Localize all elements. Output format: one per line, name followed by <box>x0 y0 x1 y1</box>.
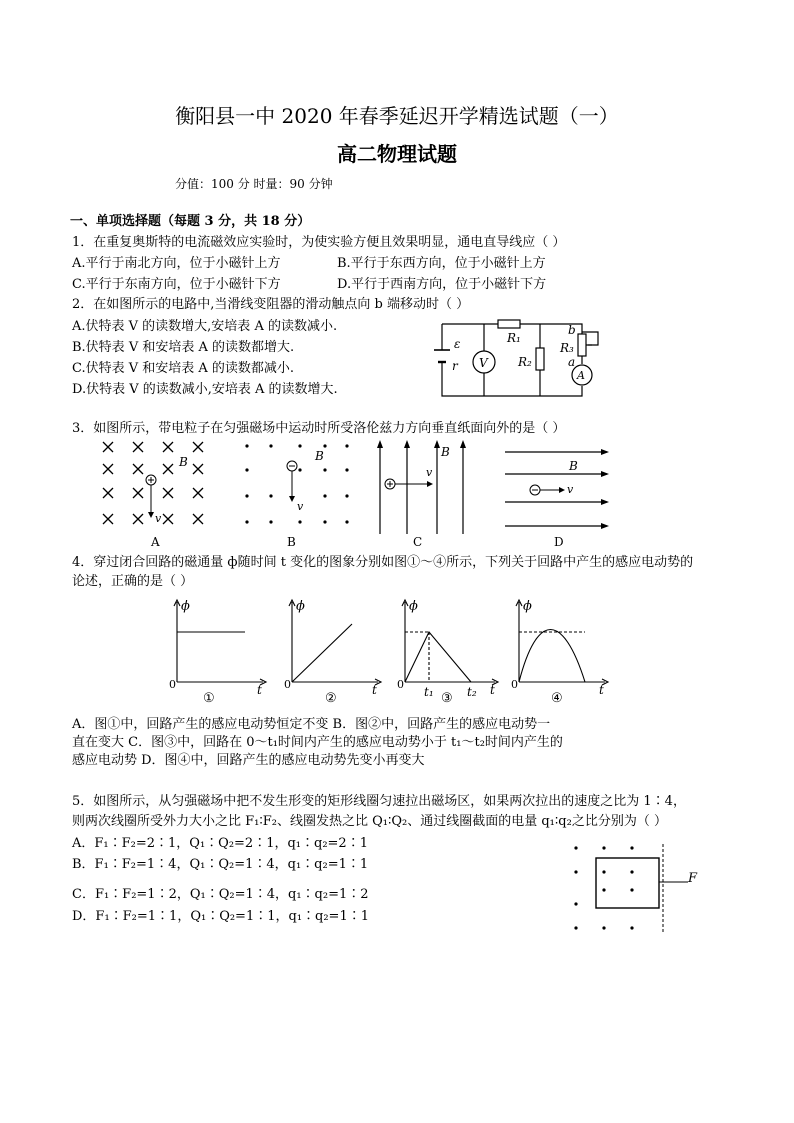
g2-phi-label: ϕ <box>296 599 305 614</box>
q5-coil-diagram <box>566 838 716 938</box>
q4-options-line-3: 感应电动势 D．图④中，回路产生的感应电动势先变小再变大 <box>72 753 425 768</box>
g4-phi-label: ϕ <box>523 599 532 614</box>
q3-stem: 3．如图所示，带电粒子在匀强磁场中运动时所受洛伦兹力方向垂直纸面向外的是（ ） <box>72 421 566 436</box>
ammeter-label: A <box>577 369 585 382</box>
g1-origin: 0 <box>169 678 176 691</box>
q2-option-d: D.伏特表 V 的读数减小,安培表 A 的读数增大. <box>72 382 338 397</box>
internal-r-label: r <box>452 359 458 373</box>
fig-c-b-label: B <box>441 445 450 459</box>
q3-figures <box>95 438 625 550</box>
g3-origin: 0 <box>397 678 404 691</box>
q4-stem-1: 4．穿过闭合回路的磁通量 ф随时间 t 变化的图象分别如图①～④所示，下列关于回路中产生的感应电动势的 <box>72 555 694 570</box>
q1-option-c: C.平行于东南方向，位于小磁针下方 <box>72 277 281 292</box>
fig-a-b-label: B <box>179 455 188 469</box>
q2-option-c: C.伏特表 V 和安培表 A 的读数都减小. <box>72 361 295 376</box>
fig-a-v-label: v <box>155 512 162 525</box>
fig-b-label: B <box>287 535 296 549</box>
q5-coil <box>596 858 659 908</box>
q4-options-line-2: 直在变大 C．图③中，回路在 0～t₁时间内产生的感应电动势小于 t₁～t₂时间内产生的 <box>72 735 563 750</box>
fig-c-v-label: v <box>426 466 433 479</box>
fig-d-label: D <box>554 535 564 549</box>
q1-option-a: A.平行于南北方向，位于小磁针上方 <box>72 256 281 271</box>
g3-t-label: t <box>490 683 495 697</box>
q1-stem: 1．在重复奥斯特的电流磁效应实验时，为使实验方便且效果明显，通电直导线应（ ） <box>72 235 566 250</box>
r2-label: R₂ <box>518 355 532 369</box>
q2-option-b: B.伏特表 V 和安培表 A 的读数都增大. <box>72 340 295 355</box>
q5-option-a: A．F₁∶F₂=2∶1，Q₁∶Q₂=2∶1，q₁∶q₂=2∶1 <box>72 836 368 851</box>
q1-option-b: B.平行于东西方向，位于小磁针上方 <box>337 256 546 271</box>
exam-subtitle: 高二物理试题 <box>337 142 457 166</box>
fig-c-label: C <box>413 535 423 549</box>
a-end-label: a <box>568 355 576 369</box>
q1-option-d: D.平行于西南方向，位于小磁针下方 <box>337 277 547 292</box>
q5-stem-2: 则两次线圈所受外力大小之比 F₁∶F₂、线圈发热之比 Q₁∶Q₂、通过线圈截面的电量 q₁∶q₂之比分别为（ ） <box>72 814 667 829</box>
r3-label: R₃ <box>560 341 574 355</box>
g2-origin: 0 <box>284 678 291 691</box>
b-end-label: b <box>568 323 576 337</box>
exam-title: 衡阳县一中 2020 年春季延迟开学精选试题（一） <box>175 104 619 128</box>
q5-option-d: D．F₁∶F₂=1∶1，Q₁∶Q₂=1∶1，q₁∶q₂=1∶1 <box>72 909 369 924</box>
g3-phi-label: ϕ <box>409 599 418 614</box>
g1-phi-label: ϕ <box>181 599 190 614</box>
q5-stem-1: 5．如图所示，从匀强磁场中把不发生形变的矩形线圈匀速拉出磁场区，如果两次拉出的速度之比为 1∶4， <box>72 794 686 809</box>
g3-label: ③ <box>441 691 453 706</box>
r1-label: R₁ <box>507 331 521 345</box>
q4-graphs <box>165 596 615 708</box>
g4-origin: 0 <box>511 678 518 691</box>
q2-circuit-diagram <box>428 312 618 404</box>
score-info: 分值：100 分 时量：90 分钟 <box>175 177 333 191</box>
emf-label: ε <box>454 337 461 351</box>
q5-field-dots <box>574 846 633 929</box>
fig-d-v-label: v <box>567 483 574 496</box>
q2-option-a: A.伏特表 V 的读数增大,安培表 A 的读数减小. <box>72 319 338 334</box>
g1-label: ① <box>203 691 215 706</box>
g2-t-label: t <box>372 683 377 697</box>
g3-t1-label: t₁ <box>424 685 434 699</box>
fig-a-label: A <box>151 535 160 549</box>
q4-options-line-1: A．图①中，回路产生的感应电动势恒定不变 B．图②中，回路产生的感应电动势一 <box>72 717 551 732</box>
q5-force-label: F <box>688 871 698 886</box>
g3-t2-label: t₂ <box>467 685 477 699</box>
section-heading: 一、单项选择题（每题 3 分，共 18 分） <box>70 214 311 229</box>
fig-b-b-label: B <box>315 449 324 463</box>
fig-b-v-label: v <box>297 500 304 513</box>
g1-t-label: t <box>257 683 262 697</box>
q5-option-b: B．F₁∶F₂=1∶4，Q₁∶Q₂=1∶4，q₁∶q₂=1∶1 <box>72 857 369 872</box>
q2-stem: 2．在如图所示的电路中,当滑线变阻器的滑动触点向 b 端移动时（ ） <box>72 297 470 312</box>
fig-d-b-label: B <box>569 459 578 473</box>
fig-c-field-lines <box>380 444 463 534</box>
g4-t-label: t <box>599 683 604 697</box>
fig-d-field-lines <box>505 452 607 526</box>
voltmeter-label: V <box>479 356 488 370</box>
q5-option-c: C．F₁∶F₂=1∶2，Q₁∶Q₂=1∶4，q₁∶q₂=1∶2 <box>72 887 369 902</box>
q4-stem-2: 论述，正确的是（ ） <box>72 574 194 589</box>
g2-label: ② <box>325 691 337 706</box>
g4-label: ④ <box>551 691 563 706</box>
